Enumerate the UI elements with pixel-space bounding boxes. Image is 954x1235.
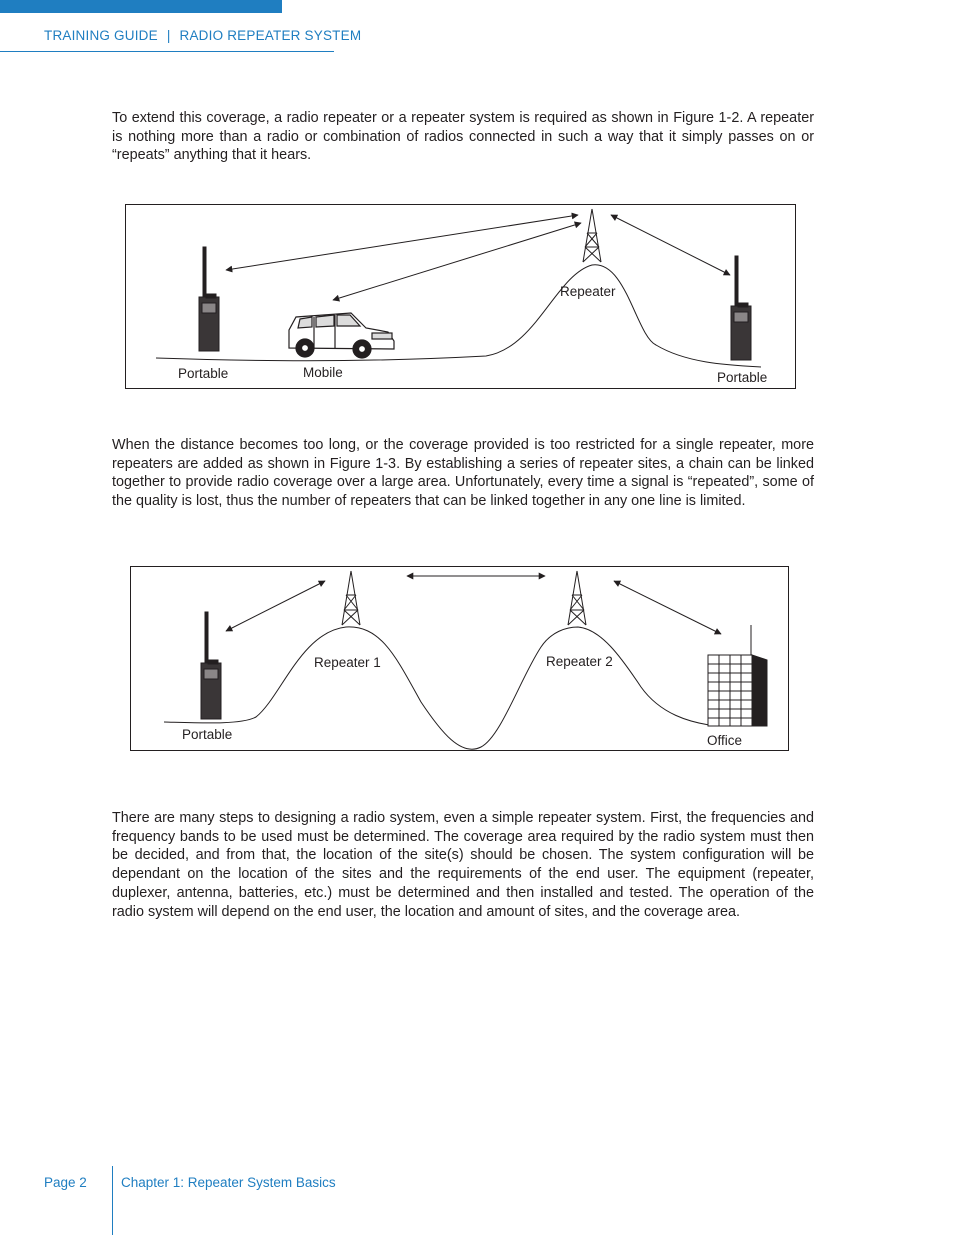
figure-linked-repeaters-drawing (131, 567, 790, 752)
label-mobile: Mobile (303, 365, 343, 380)
link-arrow-portable (226, 581, 325, 631)
portable-radio-icon (201, 612, 221, 719)
label-repeater-1: Repeater 1 (314, 655, 381, 670)
link-arrow-mobile (333, 223, 581, 300)
label-repeater: Repeater (560, 284, 616, 299)
portable-radio-icon (731, 256, 751, 360)
paragraph-repeater-intro: To extend this coverage, a radio repeater or a repeater system is required as shown in Figure 1-2. A repeater is nothing more than a radio or combination of radios connected in such a way that it simply passes on or “repeats” anything that it hears. (112, 110, 814, 164)
office-building-icon (708, 625, 767, 726)
paragraph-design-steps: There are many steps to designing a radio system, even a simple repeater system. First, the frequencies and frequency bands to be used must be determined. The coverage area required by the radio system must then be decided, and from that, the location of the site(s) should be chosen. The system configuration will be dependant on the location of the sites and the requirements of the end user. The equipment (repeater, duplexer, antenna, batteries, etc.) must be determined and then installed and tested. The operation of the radio system will depend on the end user, the location and amount of sites, and the coverage area. (112, 810, 814, 920)
repeater-tower-icon (583, 209, 601, 262)
header-separator: | (166, 28, 171, 43)
paragraph-multiple-repeaters: When the distance becomes too long, or the coverage provided is too restricted for a single repeater, more repeaters are added as shown in Figure 1-3. By establishing a series of repeater sites, a chain can be linked together to provide radio coverage over a large area. Unfortunately, every time a signal is “repeated”, some of the quality is lost, thus the number of repeaters that can be linked together in any one line is limited. (112, 437, 814, 510)
footer-page-number: Page 2 (44, 1175, 87, 1190)
terrain-hills (164, 627, 709, 749)
label-portable: Portable (182, 727, 233, 742)
figure-linked-repeaters (130, 566, 789, 751)
running-header (44, 28, 361, 43)
header-rule (0, 51, 334, 52)
header-accent-bar (0, 0, 282, 13)
label-office: Office (707, 733, 743, 748)
mobile-vehicle-icon (289, 313, 394, 358)
repeater-tower-icon (342, 571, 360, 625)
link-arrow-portable-right (611, 215, 730, 275)
figure-single-repeater (125, 204, 796, 389)
portable-radio-icon (199, 247, 219, 351)
header-guide-title: TRAINING GUIDE (44, 28, 158, 43)
label-portable-left: Portable (178, 366, 229, 381)
label-portable-right: Portable (717, 370, 768, 385)
footer-rule (112, 1166, 113, 1235)
header-system-title: RADIO REPEATER SYSTEM (179, 28, 362, 43)
terrain-hill (156, 265, 761, 367)
link-arrow-portable-left (226, 215, 578, 270)
repeater-tower-icon (568, 571, 586, 625)
footer-chapter-title: Chapter 1: Repeater System Basics (121, 1175, 336, 1190)
figure-single-repeater-drawing (126, 205, 797, 390)
link-arrow-office (614, 581, 721, 634)
label-repeater-2: Repeater 2 (546, 654, 613, 669)
